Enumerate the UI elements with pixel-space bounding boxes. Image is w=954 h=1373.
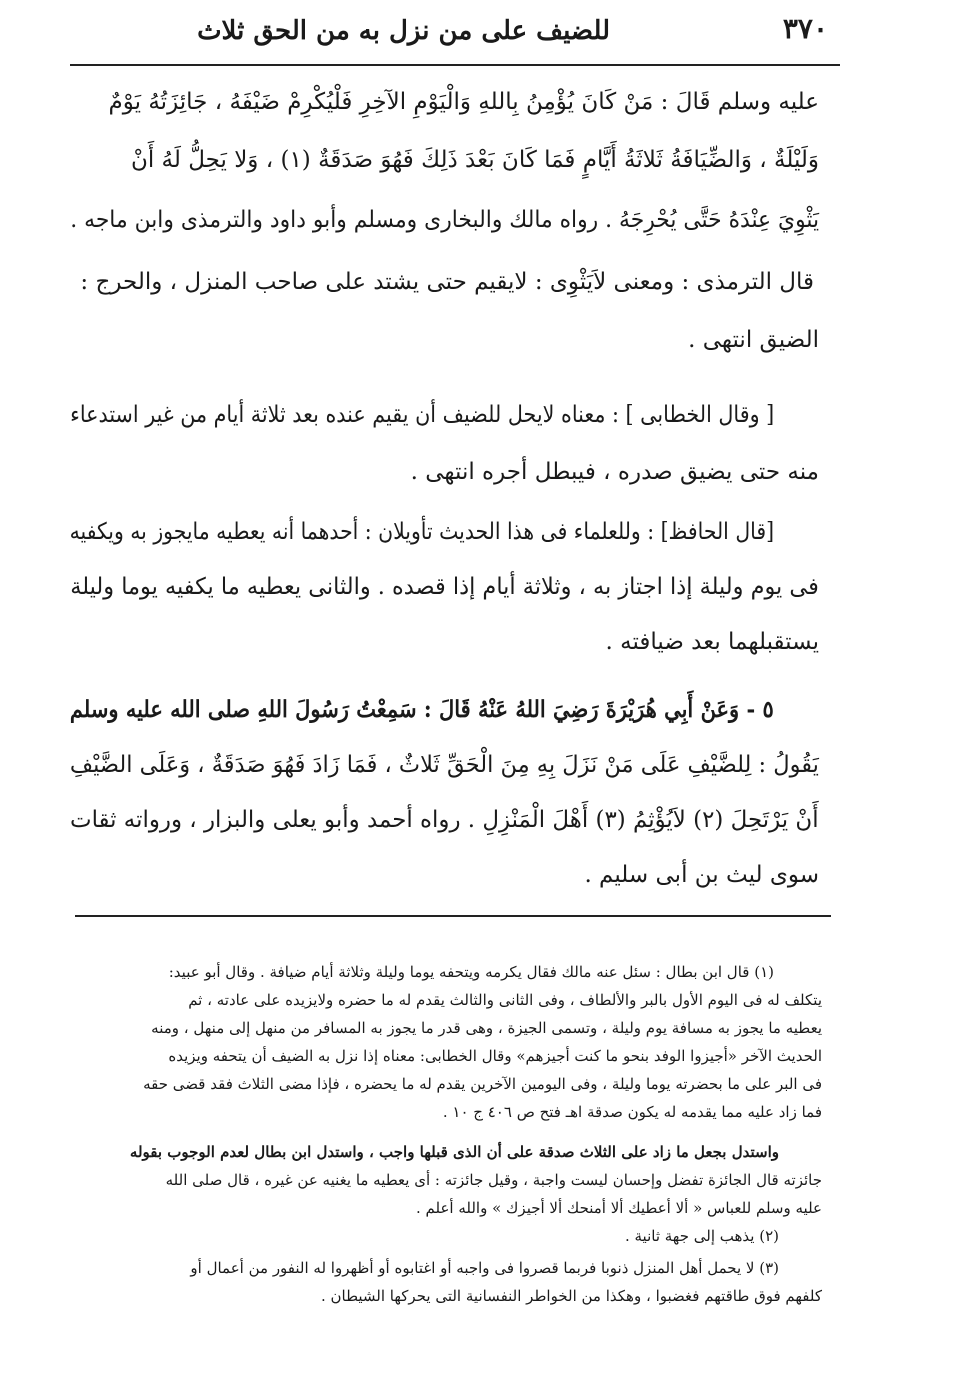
page-header (70, 6, 840, 66)
text-line: أَنْ يَرْتَحِلَ (٢) لاَيُؤْثِمُ (٣) أَهْلَ الْمَنْزِلِ . رواه أحمد وأبو يعلى والبزار ، ورواته ثقات (70, 807, 819, 833)
footnote-line: (١) قال ابن بطال : سئل عنه مالك فقال يكرمه ويتحفه يوما وليلة وثلاثة أيام ضيافة . وقال أبو عبيد: (168, 963, 774, 981)
text-line: يستقبلهما بعد ضيافته . (605, 629, 819, 655)
footnote-line: واستدل بجعل ما زاد على الثلاث صدقة على أن الذى قبلها واجب ، واستدل ابن بطال لعدم الوجوب بقوله (129, 1143, 779, 1161)
text-line: منه حتى يضيق صدره ، فيبطل أجره انتهى . (410, 459, 819, 485)
text-line: فى يوم وليلة إذا اجتاز به ، وثلاثة أيام إذا قصده . والثانى يعطيه ما يكفيه يوما وليلة (70, 574, 819, 600)
footnote-line: يتكلف له فى اليوم الأول بالبر والألطاف ، وفى الثانى والثالث يقدم له ما حضره ولايزيده على عادته ، ثم (188, 991, 822, 1009)
text-line: [قال الحافظ] : وللعلماء فى هذا الحديث تأويلان : أحدهما أنه يعطيه مايجوز به ويكفيه (69, 519, 774, 545)
text-line: عليه وسلم قَالَ : مَنْ كَانَ يُؤْمِنُ بِاللهِ وَالْيَوْمِ الآخِرِ فَلْيُكْرِمْ ضَيْفَهُ ، جَائِزَتُهُ يَوْمٌ (108, 89, 819, 115)
text-line: وَلَيْلَةٌ ، وَالضِّيَافَةُ ثَلاثَةُ أَيَّامٍ فَمَا كَانَ بَعْدَ ذَلِكَ فَهُوَ صَدَقَةٌ (١) ، وَلا يَحِلُّ لَهُ أَنْ (130, 147, 819, 173)
page-number: ٣٧٠ (782, 12, 828, 45)
text-line: يَثْوِيَ عِنْدَهُ حَتَّى يُحْرِجَهُ . رواه مالك والبخارى ومسلم وأبو داود والترمذى وابن ماجه . (70, 207, 819, 233)
footnote-line: (٣) لا يحمل أهل المنزل ذنوبا فربما قصروا فى واجبه أو اغتابوه أو أظهروا له النفور من أعمال أو (190, 1259, 779, 1277)
footnote-line: فما زاد عليه مما يقدمه له يكون صدقة اهـ فتح ص ٤٠٦ ج ١٠ . (442, 1103, 822, 1121)
footnote-line: كلفهم فوق طاقتهم فغضبوا ، وهكذا من الخواطر النفسانية التى يحركها الشيطان . (320, 1287, 822, 1305)
text-line: [ وقال الخطابى ] : معناه لايحل للضيف أن يقيم عنده بعد ثلاثة أيام من غير استدعاء (69, 402, 774, 428)
footnote-line: الحديث الآخر «أجيزوا الوفد بنحو ما كنت أجيزهم» وقال الخطابى: معناه إذا نزل به الضيف أن يتحفه ويزيده (168, 1047, 822, 1065)
hadith-number-line: ٥ - وَعَنْ أَبِي هُرَيْرَةَ رَضِيَ اللهُ عَنْهُ قَالَ : سَمِعْتُ رَسُولَ اللهِ صلى الله عليه وسلم (70, 696, 774, 723)
footnote-separator (75, 915, 831, 917)
footnote-line: (٢) يذهب إلى جهة ثانية . (624, 1227, 779, 1245)
text-line: الضيق انتهى . (688, 327, 819, 353)
footnote-line: جائزته قال الجائزة تفضل وإحسان ليست واجبة ، وقيل جائزته : أى يعطيه ما يغنيه عن غيره ، قال صلى الله (165, 1171, 822, 1189)
text-line: يَقُولُ : لِلضَّيْفِ عَلَى مَنْ نَزَلَ بِهِ مِنَ الْحَقِّ ثَلاثٌ ، فَمَا زَادَ فَهُوَ صَدَقَةٌ ، وَعَلَى الضَّيْفِ (69, 752, 819, 778)
running-title: للضيف على من نزل به من الحق ثلاث (197, 16, 610, 46)
text-line: قال الترمذى : ومعنى لاَيَثْوِى : لايقيم حتى يشتد على صاحب المنزل ، والحرج : (80, 269, 814, 295)
footnote-line: فى البر على ما بحضرته يوما وليلة ، وفى اليومين الآخرين يقدم له ما يحضره ، فإذا مضى الثلاث فقد قضى حقه (143, 1075, 822, 1093)
footnote-line: عليه وسلم للعباس « ألا أعطيك ألا أمنحك ألا أجيزك » والله أعلم . (415, 1199, 822, 1217)
text-line: سوى ليث بن أبى سليم . (584, 862, 819, 888)
footnote-line: يعطيه ما يجوز به مسافة يوم وليلة ، وتسمى الجيزة ، وهى قدر ما يجوز به المسافر من منهل إلى منهل ، ومنه (151, 1019, 822, 1037)
